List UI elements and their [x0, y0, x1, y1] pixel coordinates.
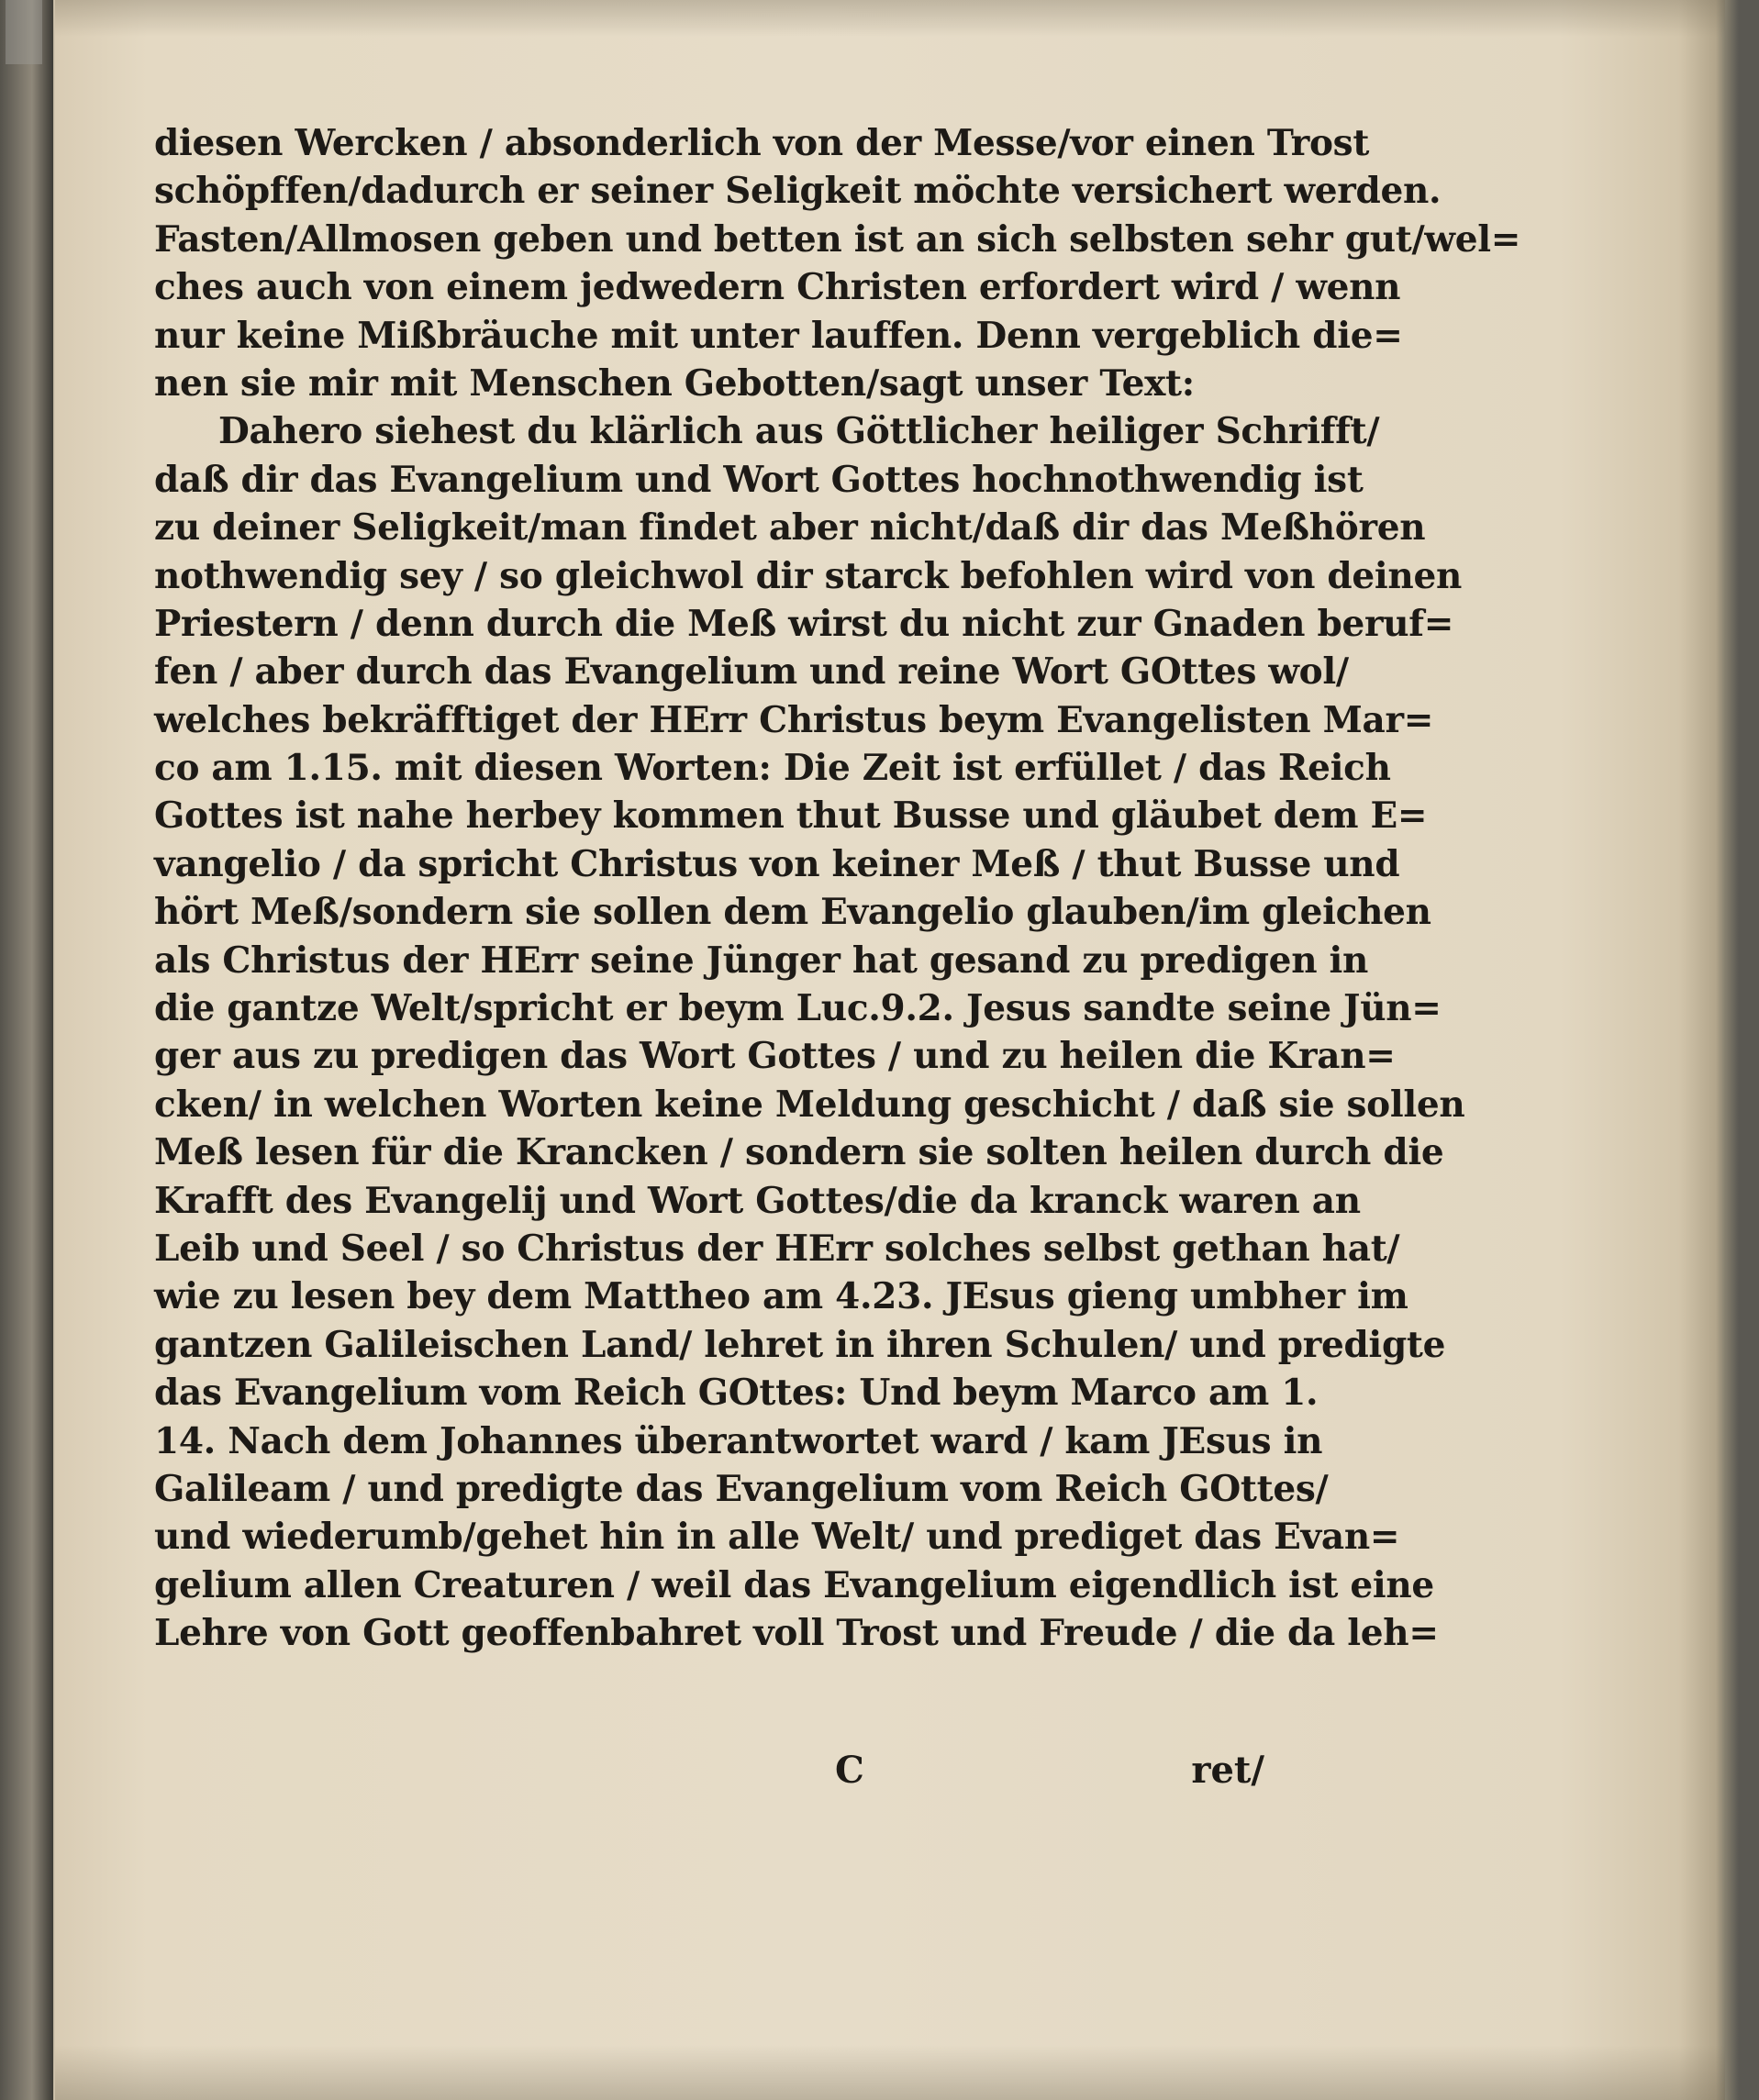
page-bottom-shadow: [55, 2045, 1725, 2100]
text-line: ger aus zu predigen das Wort Gottes / und zu heilen die Kran=: [154, 1035, 1396, 1078]
text-line: welches bekräfftiget der HErr Christus beym Evangelisten Mar=: [154, 698, 1434, 741]
text-line: vangelio / da spricht Christus von keiner Meß / thut Busse und: [154, 842, 1400, 885]
text-line: gantzen Galileischen Land/ lehret in ihren Schulen/ und predigte: [154, 1323, 1446, 1366]
text-line: ches auch von einem jedwedern Christen erfordert wird / wenn: [154, 266, 1401, 309]
left-page-edge: [0, 0, 53, 2100]
text-line: nothwendig sey / so gleichwol dir starck befohlen wird von deinen: [154, 554, 1463, 597]
text-line: Galileam / und predigte das Evangelium vom Reich GOttes/: [154, 1467, 1329, 1510]
text-line: fen / aber durch das Evangelium und reine Wort GOttes wol/: [154, 650, 1349, 694]
text-line: cken/ in welchen Worten keine Meldung geschicht / daß sie sollen: [154, 1083, 1465, 1126]
page-footer: [154, 1749, 1283, 1804]
page-top-shadow: [55, 0, 1725, 37]
text-line: die gantze Welt/spricht er beym Luc.9.2. Jesus sandte seine Jün=: [154, 987, 1442, 1030]
signature-mark: C: [835, 1749, 864, 1792]
text-line: gelium allen Creaturen / weil das Evangelium eigendlich ist eine: [154, 1563, 1434, 1606]
text-line: Lehre von Gott geoffenbahret voll Trost und Freude / die da leh=: [154, 1612, 1439, 1655]
text-line: daß dir das Evangelium und Wort Gottes hochnothwendig ist: [154, 458, 1364, 501]
text-line: und wiederumb/gehet hin in alle Welt/ und prediget das Evan=: [154, 1516, 1400, 1559]
text-line: schöpffen/dadurch er seiner Seligkeit möchte versichert werden.: [154, 170, 1442, 213]
text-line: nen sie mir mit Menschen Gebotten/sagt unser Text:: [154, 361, 1195, 405]
text-line: Meß lesen für die Krancken / sondern sie solten heilen durch die: [154, 1131, 1444, 1174]
text-line: Leib und Seel / so Christus der HErr solches selbst gethan hat/: [154, 1227, 1400, 1270]
paragraph-start-line: Dahero siehest du klärlich aus Göttlicher heiliger Schrifft/: [218, 410, 1380, 453]
text-line: Priestern / denn durch die Meß wirst du nicht zur Gnaden beruf=: [154, 602, 1454, 645]
text-line: das Evangelium vom Reich GOttes: Und beym Marco am 1.: [154, 1372, 1319, 1415]
text-line: 14. Nach dem Johannes überantwortet ward / kam JEsus in: [154, 1419, 1323, 1462]
text-line: wie zu lesen bey dem Mattheo am 4.23. JEsus gieng umbher im: [154, 1275, 1408, 1318]
text-line: nur keine Mißbräuche mit unter lauffen. Denn vergeblich die=: [154, 314, 1403, 357]
text-line: hört Meß/sondern sie sollen dem Evangelio glauben/im gleichen: [154, 891, 1431, 934]
text-line: Krafft des Evangelij und Wort Gottes/die da kranck waren an: [154, 1179, 1361, 1222]
body-text: [154, 119, 1521, 1658]
text-line: Gottes ist nahe herbey kommen thut Busse und gläubet dem E=: [154, 794, 1428, 838]
text-line: als Christus der HErr seine Jünger hat gesand zu predigen in: [154, 939, 1369, 982]
text-line: diesen Wercken / absonderlich von der Messe/vor einen Trost: [154, 122, 1370, 164]
catchword: ret/: [1191, 1749, 1264, 1792]
text-line: Fasten/Allmosen geben und betten ist an sich selbsten sehr gut/wel=: [154, 217, 1521, 261]
text-line: zu deiner Seligkeit/man findet aber nicht/daß dir das Meßhören: [154, 506, 1426, 550]
text-line: co am 1.15. mit diesen Worten: Die Zeit ist erfüllet / das Reich: [154, 747, 1391, 790]
